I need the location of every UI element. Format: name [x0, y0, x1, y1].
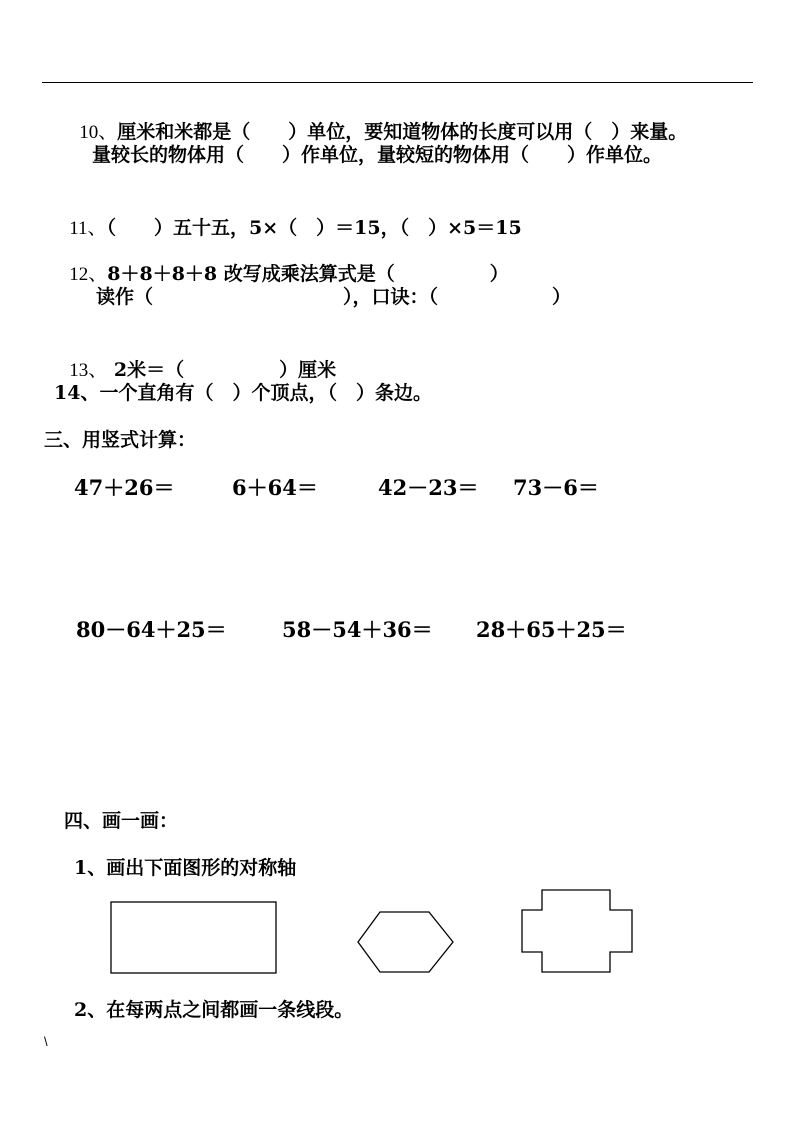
- calc-item: 28＋65＋25＝: [476, 617, 627, 642]
- calc-item: 6＋64＝: [232, 475, 318, 500]
- question-13-number: 13、: [69, 360, 108, 381]
- rectangle-shape: [109, 900, 279, 976]
- section-4-question-1: 1、画出下面图形的对称轴: [74, 857, 297, 879]
- calc-item: 58－54＋36＝: [282, 617, 433, 642]
- question-13: [56, 334, 336, 383]
- stray-mark: \: [44, 1034, 48, 1049]
- calc-item: 80－64＋25＝: [76, 617, 227, 642]
- question-14: 14、一个直角有（ ）个顶点，（ ）条边。: [54, 382, 432, 404]
- section-3-title: 三、用竖式计算：: [44, 429, 197, 451]
- question-10: [66, 96, 687, 145]
- question-13-text: 2米＝（ ）厘米: [107, 359, 337, 381]
- question-12: [56, 238, 509, 287]
- header-rule: [42, 82, 753, 83]
- question-10-number: 10、: [79, 122, 118, 143]
- question-11-number: 11、: [69, 218, 107, 239]
- hexagon-shape: [356, 910, 456, 974]
- calc-item: 42－23＝: [378, 475, 479, 500]
- calc-item: 73－6＝: [513, 475, 599, 500]
- calc-item: 47＋26＝: [74, 475, 175, 500]
- cross-shape: [520, 888, 634, 974]
- question-11-text: （ ）五十五，5×（ ）＝15，（ ）×5＝15: [106, 217, 522, 239]
- section-4-question-2: 2、在每两点之间都画一条线段。: [74, 999, 354, 1021]
- question-12-line-1: 8＋8＋8＋8 改写成乘法算式是（ ）: [107, 263, 509, 285]
- question-11: [56, 192, 522, 241]
- question-12-line-2: 读作（ ），口诀：（ ）: [96, 286, 572, 308]
- question-10-line-2: 量较长的物体用（ ）作单位，量较短的物体用（ ）作单位。: [92, 144, 663, 166]
- section-4-title: 四、画一画：: [64, 810, 179, 832]
- question-10-line-1: 厘米和米都是（ ）单位，要知道物体的长度可以用（ ）来量。: [117, 121, 688, 143]
- question-12-number: 12、: [69, 264, 108, 285]
